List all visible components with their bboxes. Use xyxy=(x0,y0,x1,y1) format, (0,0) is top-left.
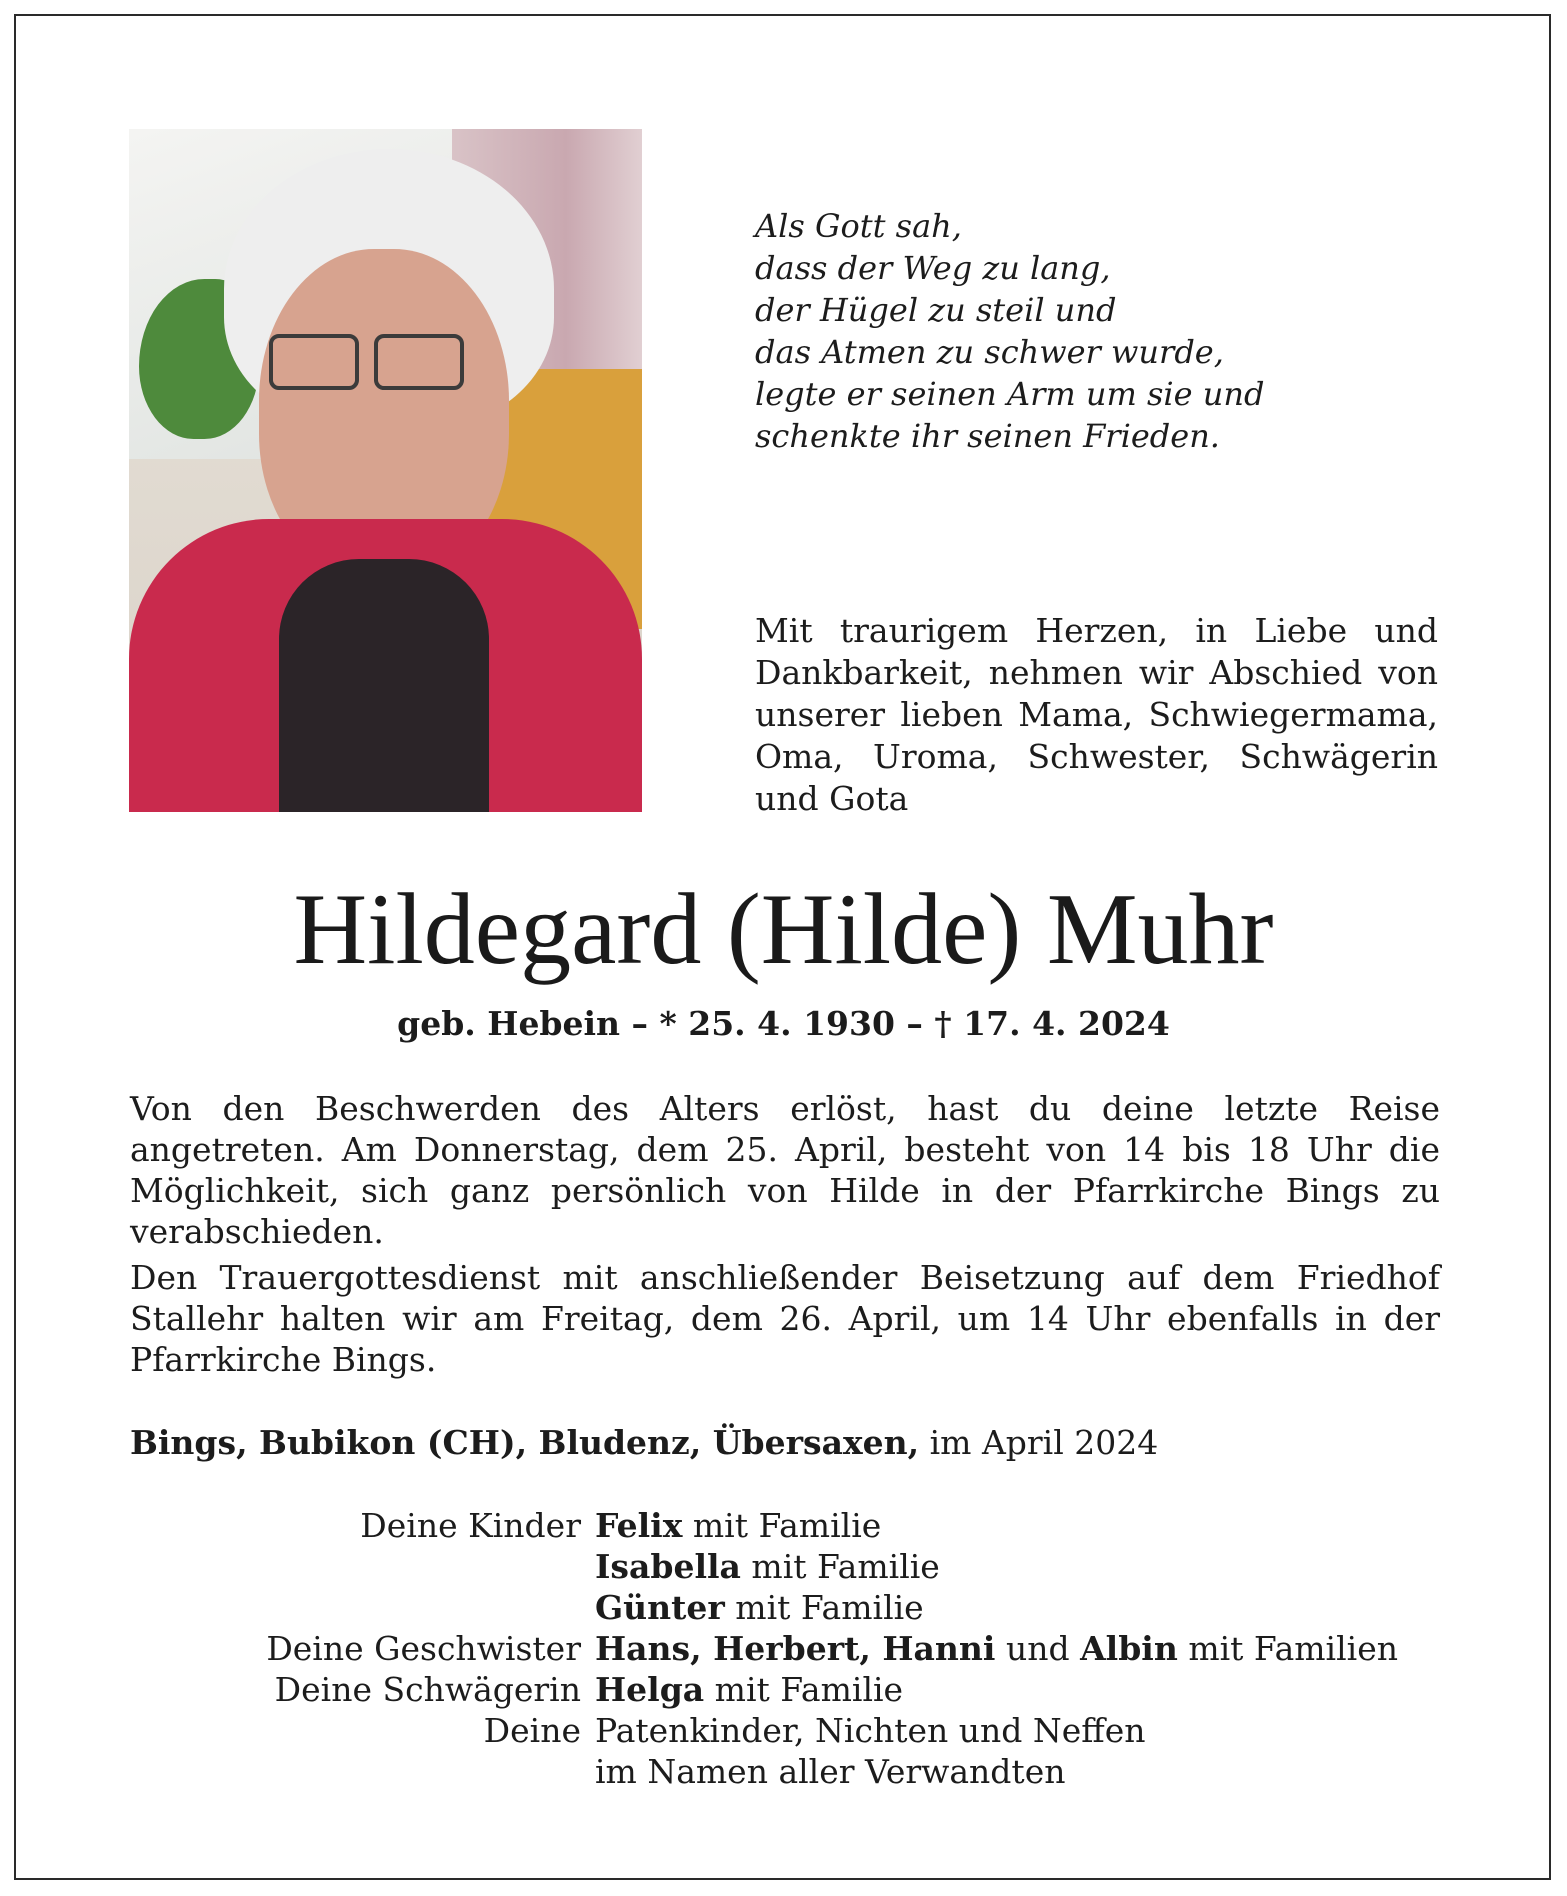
mourner-row xyxy=(130,1587,1440,1628)
mourner-row xyxy=(130,1710,1440,1751)
mourner-names xyxy=(595,1628,1440,1669)
mourner-name: Albin xyxy=(1080,1629,1178,1668)
mourner-names xyxy=(595,1546,1440,1587)
mourner-row xyxy=(130,1505,1440,1546)
mourner-suffix: mit Familie xyxy=(751,1547,940,1586)
closing-line: im Namen aller Verwandten xyxy=(595,1752,1066,1791)
portrait-photo xyxy=(129,129,642,812)
mourner-suffix: mit Familie xyxy=(692,1506,882,1545)
photo-glasses-left xyxy=(269,334,359,390)
photo-shirt xyxy=(279,559,489,812)
mourner-role: Deine xyxy=(483,1711,581,1750)
photo-glasses-right xyxy=(374,334,464,390)
mourner-names xyxy=(595,1505,1440,1546)
mourner-name: Günter xyxy=(595,1588,725,1627)
mourner-suffix: mit Familie xyxy=(714,1670,904,1709)
poem xyxy=(755,205,1315,457)
funeral-paragraph: Den Trauergottesdienst mit anschließender Beisetzung auf dem Friedhof Stallehr halten wir am Freitag, dem 26. April, um 14 Uhr ebenfalls in der Pfarrkirche Bings. xyxy=(130,1258,1440,1379)
mourner-row xyxy=(130,1669,1440,1710)
mourner-names xyxy=(595,1587,1440,1628)
mourner-role: Deine Geschwister xyxy=(266,1629,581,1668)
place-and-date xyxy=(130,1422,1158,1464)
mourner-names xyxy=(595,1669,1440,1710)
mourner-row xyxy=(130,1546,1440,1587)
mourner-suffix: mit Familie xyxy=(735,1588,924,1627)
place-date: im April 2024 xyxy=(929,1423,1159,1462)
intro-text: Mit traurigem Herzen, in Liebe und Dankbarkeit, nehmen wir Abschied von unserer lieben Mama, Schwiegermama, Oma, Uroma, Schwester, Schwägerin und Gota xyxy=(755,611,1438,818)
mourner-suffix: mit Familien xyxy=(1188,1629,1398,1668)
deceased-name: Hildegard (Hilde) Muhr xyxy=(293,873,1274,986)
mourner-row xyxy=(130,1628,1440,1669)
mourner-row xyxy=(130,1751,1440,1792)
poem-line: schenkte ihr seinen Frieden. xyxy=(755,417,1220,455)
mourner-names: Patenkinder, Nichten und Neffen xyxy=(595,1711,1146,1750)
mourner-name: Hans, Herbert, Hanni xyxy=(595,1629,996,1668)
farewell-paragraph: Von den Beschwerden des Alters erlöst, hast du deine letzte Reise angetreten. Am Donnerstag, dem 25. April, besteht von 14 bis 18 Uhr die Möglichkeit, sich ganz persönlich von Hilde in der Pfarrkirche Bings zu verabschieden. xyxy=(130,1089,1440,1251)
mourner-role xyxy=(130,1546,595,1587)
mourner-conjunction: und xyxy=(1005,1629,1070,1668)
mourner-name: Isabella xyxy=(595,1547,741,1586)
life-dates: geb. Hebein – * 25. 4. 1930 – † 17. 4. 2024 xyxy=(397,1004,1170,1043)
mourner-role xyxy=(130,1751,595,1792)
poem-line: das Atmen zu schwer wurde, xyxy=(755,333,1224,371)
poem-line: der Hügel zu steil und xyxy=(755,291,1117,329)
poem-line: Als Gott sah, xyxy=(755,207,962,245)
mourners-list xyxy=(130,1505,1440,1792)
mourner-role: Deine Kinder xyxy=(360,1506,581,1545)
poem-line: legte er seinen Arm um sie und xyxy=(755,375,1265,413)
mourner-name: Felix xyxy=(595,1506,683,1545)
place-locations: Bings, Bubikon (CH), Bludenz, Übersaxen, xyxy=(130,1423,920,1462)
poem-line: dass der Weg zu lang, xyxy=(755,249,1111,287)
mourner-role xyxy=(130,1587,595,1628)
mourner-name: Helga xyxy=(595,1670,705,1709)
mourner-role: Deine Schwägerin xyxy=(274,1670,581,1709)
